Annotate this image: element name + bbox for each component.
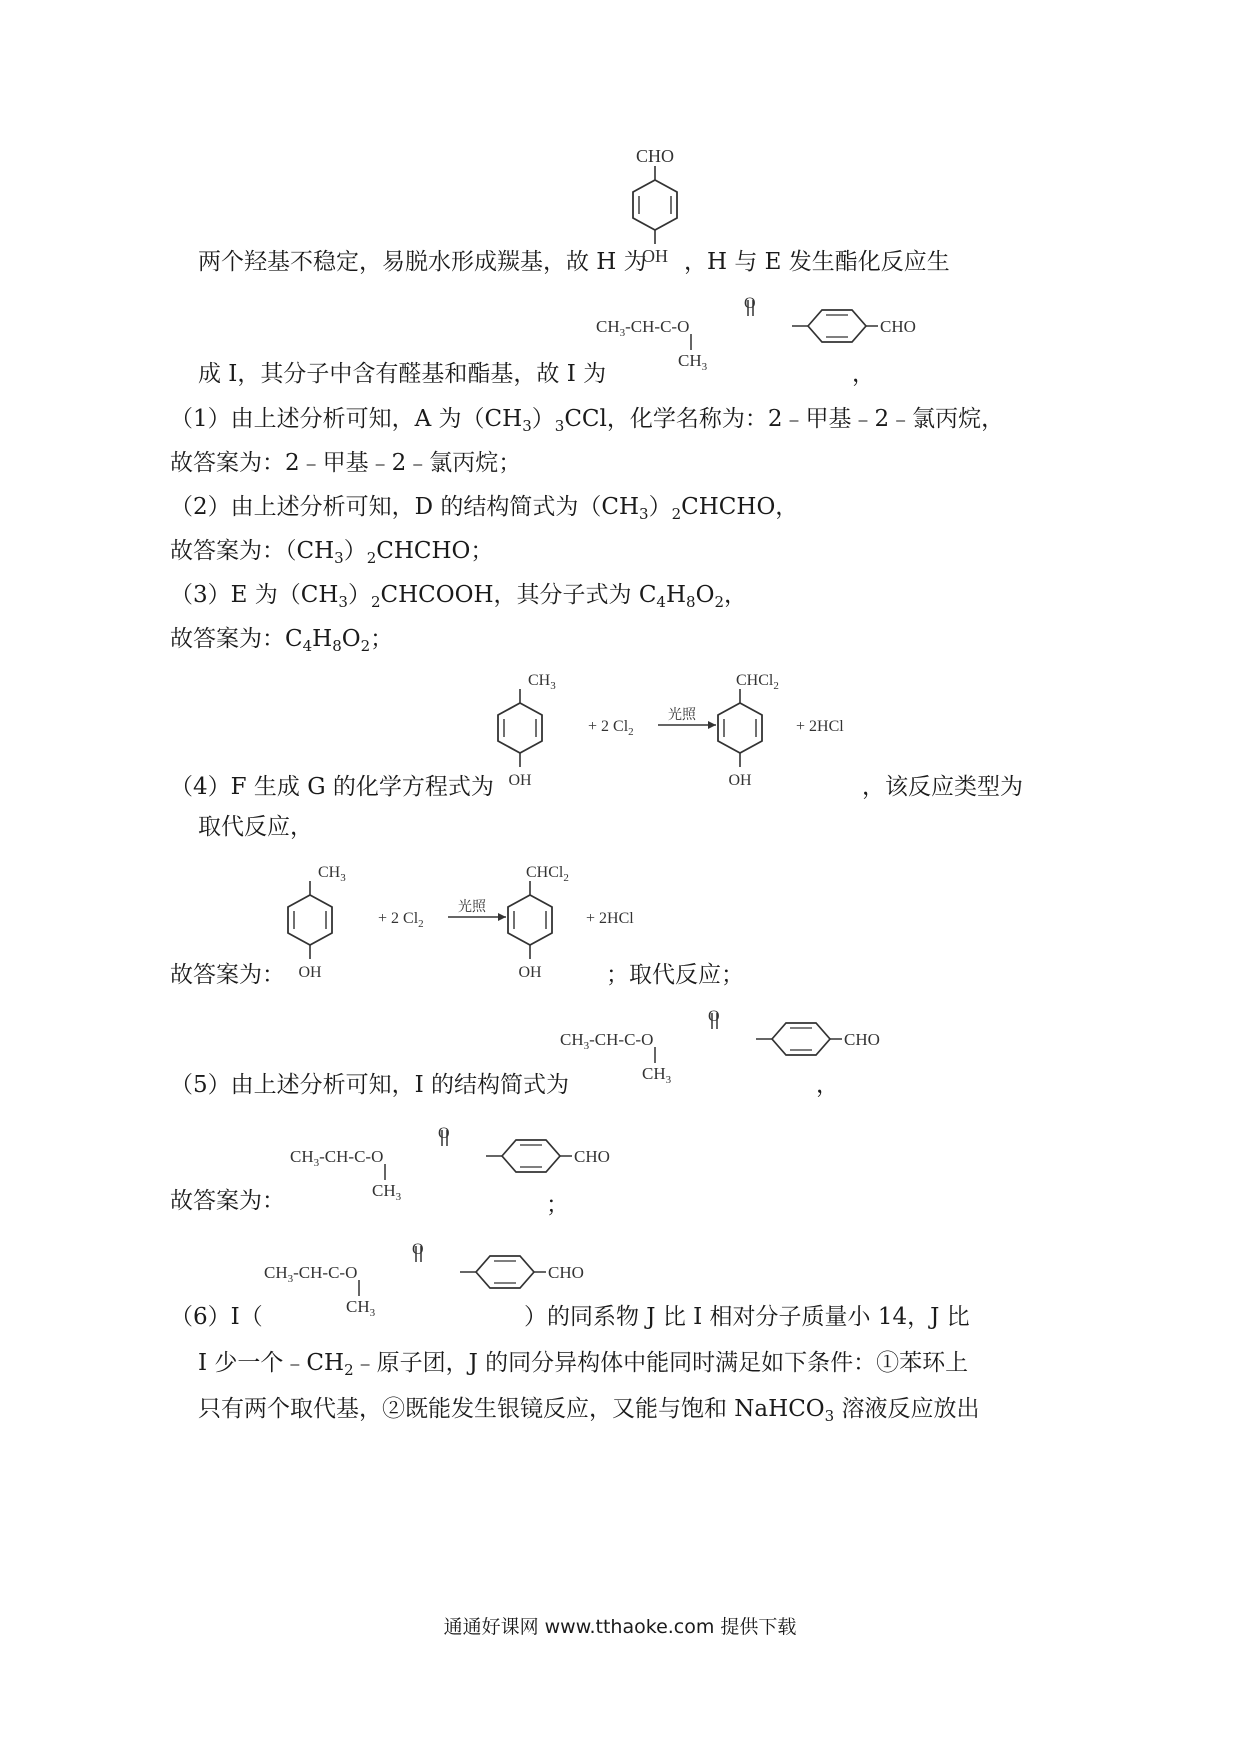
- ester-structure: [290, 1122, 610, 1203]
- svg-text:CH3-CH-C-O: $CH_3-CH-C-O$: [560, 1030, 654, 1052]
- question-5: （5）由上述分析可知，I 的结构简式为: [170, 1072, 570, 1098]
- text-line: ；取代反应；: [606, 962, 744, 988]
- svg-text:CHO: CHO: [844, 1030, 880, 1049]
- question-6: （6）I（: [170, 1304, 263, 1330]
- text-line: 成 I，其分子中含有醛基和酯基，故 I 为: [198, 361, 607, 387]
- svg-text:CHO: CHO: [574, 1147, 610, 1166]
- hydroxyl-label: OH: [642, 246, 668, 266]
- text-line: ，: [852, 361, 875, 387]
- text-line: ，H 与 E 发生酯化反应生: [684, 249, 950, 275]
- svg-text:OH: OH: [518, 964, 542, 981]
- ester-structure: [560, 1005, 880, 1086]
- svg-text:OH: OH: [508, 772, 532, 789]
- svg-text:CHO: CHO: [880, 317, 916, 336]
- svg-text:CH3: $CH_3$: [372, 1181, 402, 1203]
- svg-text:CH3: $CH_3$: [346, 1297, 376, 1319]
- answer-4: 故答案为：: [170, 962, 285, 988]
- svg-text:CH3-CH-C-O: $CH_3-CH-C-O$: [290, 1147, 384, 1169]
- answer-1: 故答案为：2﹣甲基﹣2﹣氯丙烷；: [170, 450, 522, 476]
- text-line: ，: [816, 1072, 839, 1098]
- text-line: ，该反应类型为: [862, 774, 1023, 800]
- svg-text:CH3: $CH_3$: [642, 1064, 672, 1086]
- text-line: ；: [546, 1192, 569, 1218]
- ester-structure: [264, 1238, 584, 1319]
- aldehyde-label: CHO: [635, 146, 675, 166]
- svg-text:+ 2 Cl2: + 2 $Cl_2$: [378, 910, 424, 930]
- svg-text:O: O: [438, 1125, 450, 1142]
- svg-text:CHCl2: CHCl$_2$: [736, 672, 779, 692]
- text-line: ）的同系物 J 比 I 相对分子质量小 14，J 比: [524, 1304, 970, 1330]
- svg-text:CH3: $CH_3$: [678, 351, 708, 373]
- text-line: 只有两个取代基，②既能发生银镜反应，又能与饱和 NaHCO$_3$ 溶液反应放出: [198, 1396, 980, 1425]
- answer-3: 故答案为：$C_4H_8O_2$；: [170, 626, 394, 655]
- answer-2: 故答案为：$(CH_3)_2CHCHO$；: [170, 538, 494, 567]
- svg-text:CH3-CH-C-O: $CH_3-CH-C-O$: [264, 1263, 358, 1285]
- question-4: （4）F 生成 G 的化学方程式为: [170, 774, 494, 800]
- question-1: （1）由上述分析可知，A 为$(CH_3)_3CCl$，化学名称为：2﹣甲基﹣2﹣氯丙烷，: [170, 406, 1005, 435]
- svg-text:CH3: $CH_3$: [528, 672, 556, 692]
- page-footer: 通通好课网 www.tthaoke.com 提供下载: [443, 1616, 797, 1638]
- text-line: I 少一个$﹣CH_2﹣$原子团，J 的同分异构体中能同时满足如下条件：①苯环上: [198, 1350, 969, 1379]
- svg-text:+ 2HCl: + 2HCl: [796, 718, 844, 735]
- question-2: （2）由上述分析可知，D 的结构简式为$(CH_3)_2CHCHO$，: [170, 494, 799, 523]
- ester-structure: [596, 292, 916, 373]
- svg-text:O: O: [708, 1008, 720, 1025]
- svg-text:光照: 光照: [668, 708, 696, 723]
- reaction-equation: [490, 663, 870, 793]
- reaction-equation-answer: [280, 855, 660, 985]
- text-line: 取代反应，: [198, 814, 313, 840]
- svg-text:O: O: [412, 1241, 424, 1258]
- svg-text:+ 2 Cl2: + 2 $Cl_2$: [588, 718, 634, 738]
- question-3: （3）E 为$(CH_3)_2CHCOOH$，其分子式为 $C_4H_8O_2$，: [170, 582, 747, 611]
- svg-text:OH: OH: [298, 964, 322, 981]
- svg-text:CHCl2: CHCl$_2$: [526, 864, 569, 884]
- text-line: 两个羟基不稳定，易脱水形成羰基，故 H 为: [198, 249, 647, 275]
- svg-text:O: O: [744, 295, 756, 312]
- svg-text:CH3-CH-C-O: $CH_3-CH-C-O$: [596, 317, 690, 339]
- svg-text:OH: OH: [728, 772, 752, 789]
- svg-text:+ 2HCl: + 2HCl: [586, 910, 634, 927]
- svg-text:光照: 光照: [458, 900, 486, 915]
- svg-text:CHO: CHO: [548, 1263, 584, 1282]
- svg-text:CH3: $CH_3$: [318, 864, 346, 884]
- answer-5: 故答案为：: [170, 1188, 285, 1214]
